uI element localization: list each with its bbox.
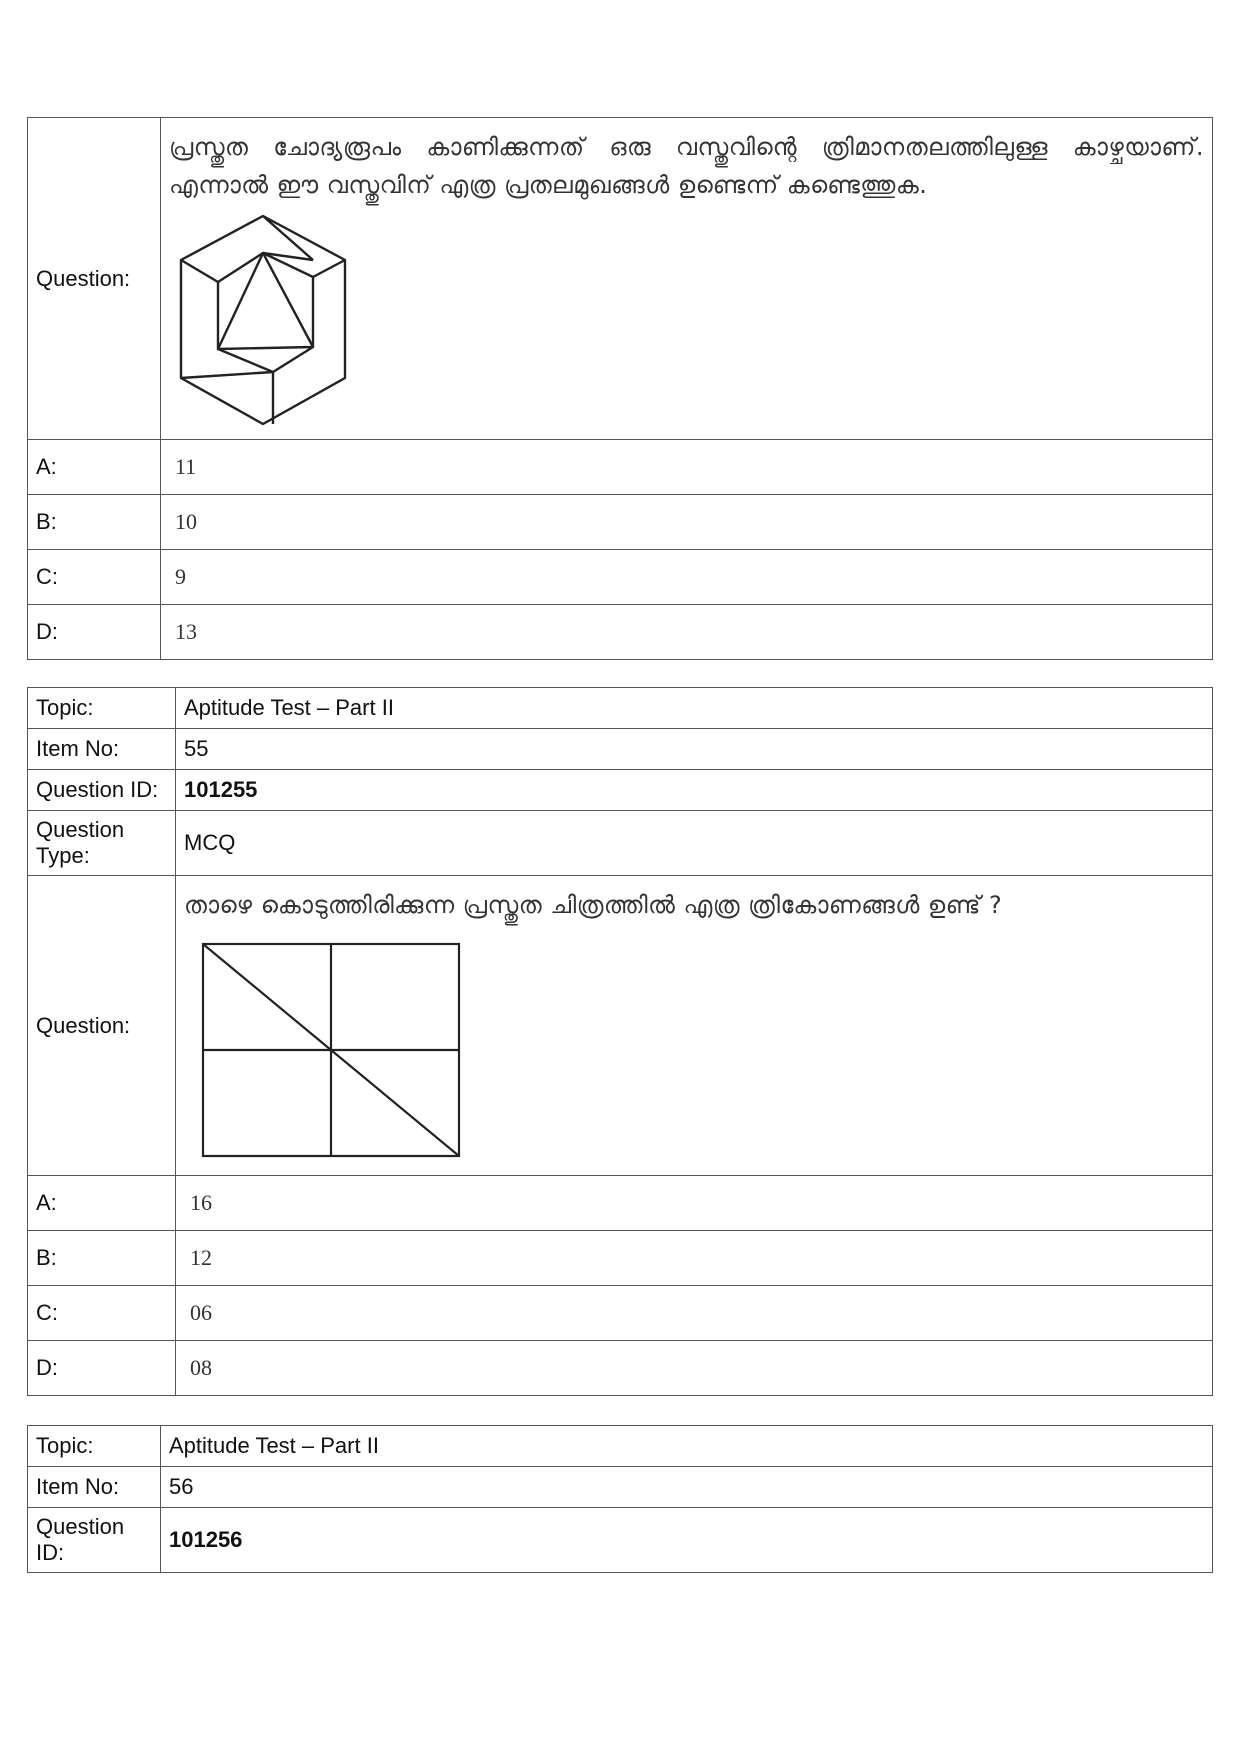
edge-left-top bbox=[181, 260, 218, 282]
question-id-row bbox=[28, 1508, 1213, 1573]
option-row-b bbox=[28, 495, 1213, 550]
option-row-a bbox=[28, 440, 1213, 495]
item-no-row bbox=[28, 1467, 1213, 1508]
item-no-value: 56 bbox=[161, 1467, 1213, 1508]
option-b-label: B: bbox=[28, 495, 161, 550]
rectangle-triangles-figure bbox=[201, 942, 465, 1162]
question-row bbox=[28, 118, 1213, 440]
item-no-row bbox=[28, 729, 1213, 770]
option-d-value: 08 bbox=[176, 1341, 1213, 1396]
outer-hexagon bbox=[181, 216, 345, 424]
question-id-label: Question ID: bbox=[28, 770, 176, 811]
option-c-value: 06 bbox=[176, 1286, 1213, 1341]
question-cell bbox=[176, 876, 1213, 1176]
question-id-row bbox=[28, 770, 1213, 811]
option-c-label: C: bbox=[28, 550, 161, 605]
option-b-value: 12 bbox=[176, 1231, 1213, 1286]
topic-value: Aptitude Test – Part II bbox=[161, 1426, 1213, 1467]
diagonal-top-left bbox=[203, 944, 331, 1050]
item-no-value: 55 bbox=[176, 729, 1213, 770]
topic-label: Topic: bbox=[28, 1426, 161, 1467]
question-text: താഴെ കൊടുത്തിരിക്കുന്ന പ്രസ്തുത ചിത്രത്തിൽ എത്ര ത്രികോണങ്ങൾ ഉണ്ട് ? bbox=[184, 891, 1003, 919]
item-no-label: Item No: bbox=[28, 729, 176, 770]
question-id-value: 101256 bbox=[161, 1508, 1213, 1573]
question-text: പ്രസ്തുത ചോദ്യരൂപം കാണിക്കുന്നത് ഒരു വസ്തുവിന്റെ ത്രിമാനതലത്തിലുള്ള കാഴ്ചയാണ്. എന്നാൽ ഈ വസ്തുവിന് എത്ര പ്രതലമുഖങ്ങൾ ഉണ്ടെന്ന് കണ്ടെത്തുക. bbox=[169, 133, 1204, 199]
option-row-c bbox=[28, 1286, 1213, 1341]
option-b-value: 10 bbox=[161, 495, 1213, 550]
topic-label: Topic: bbox=[28, 688, 176, 729]
edge-right-top bbox=[313, 260, 345, 277]
option-b-label: B: bbox=[28, 1231, 176, 1286]
item-no-label: Item No: bbox=[28, 1467, 161, 1508]
inner-frame bbox=[218, 253, 313, 372]
question-table-3 bbox=[27, 1425, 1213, 1573]
option-d-label: D: bbox=[28, 1341, 176, 1396]
option-c-label: C: bbox=[28, 1286, 176, 1341]
question-table-2 bbox=[27, 687, 1213, 1396]
question-label: Question: bbox=[28, 876, 176, 1176]
option-a-label: A: bbox=[28, 440, 161, 495]
option-a-label: A: bbox=[28, 1176, 176, 1231]
option-a-value: 11 bbox=[161, 440, 1213, 495]
option-row-d bbox=[28, 1341, 1213, 1396]
question-type-value: MCQ bbox=[176, 811, 1213, 876]
option-row-a bbox=[28, 1176, 1213, 1231]
topic-value: Aptitude Test – Part II bbox=[176, 688, 1213, 729]
option-row-d bbox=[28, 605, 1213, 660]
option-row-b bbox=[28, 1231, 1213, 1286]
option-d-label: D: bbox=[28, 605, 161, 660]
diagonal-bottom-right bbox=[331, 1050, 459, 1156]
inner-triangle bbox=[218, 253, 313, 349]
question-id-value: 101255 bbox=[176, 770, 1213, 811]
question-row bbox=[28, 876, 1213, 1176]
option-row-c bbox=[28, 550, 1213, 605]
topic-row bbox=[28, 1426, 1213, 1467]
question-table-1 bbox=[27, 117, 1213, 660]
option-a-value: 16 bbox=[176, 1176, 1213, 1231]
option-c-value: 9 bbox=[161, 550, 1213, 605]
hexagonal-solid-figure bbox=[173, 212, 353, 432]
question-id-label: Question ID: bbox=[28, 1508, 161, 1573]
question-type-row bbox=[28, 811, 1213, 876]
option-d-value: 13 bbox=[161, 605, 1213, 660]
question-type-label: Question Type: bbox=[28, 811, 176, 876]
topic-row bbox=[28, 688, 1213, 729]
question-label: Question: bbox=[28, 118, 161, 440]
edge-lower-left bbox=[181, 372, 273, 378]
question-cell bbox=[161, 118, 1213, 440]
